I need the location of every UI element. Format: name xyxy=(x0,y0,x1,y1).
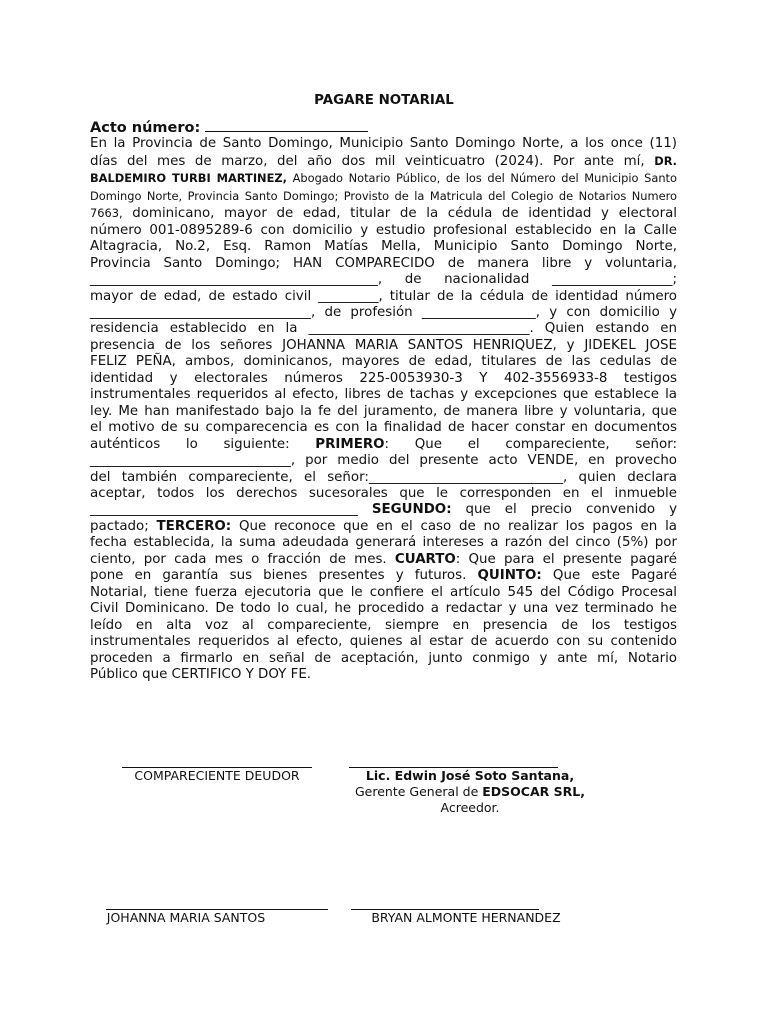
body-line xyxy=(90,470,677,486)
body-line-segment: En la Provincia de Santo Domingo, Municipio Santo Domingo Norte, a los once (11) xyxy=(90,136,677,152)
document-title: PAGARE NOTARIAL xyxy=(314,93,454,108)
body-line xyxy=(90,354,677,370)
body-line xyxy=(90,153,677,170)
body-line-segment: _________________________________, de profesión _________________, y con domicilio y xyxy=(90,304,677,320)
body-line-segment: dominicano, mayor de edad, titular de la cédula de identidad y electoral xyxy=(122,206,677,222)
body-line xyxy=(90,568,677,584)
body-line-segment: : Que el compareciente, señor: xyxy=(384,436,677,452)
deudor-label: COMPARECIENTE DEUDOR xyxy=(134,768,300,783)
acreedor-block xyxy=(320,768,620,816)
body-line xyxy=(90,289,677,305)
body-line xyxy=(90,223,677,239)
body-line-segment: ___________________________________________, de nacionalidad __________________; xyxy=(90,272,677,288)
body-line xyxy=(90,453,677,469)
body-line xyxy=(90,338,677,354)
body-line-segment: 7663, xyxy=(90,206,123,221)
document-body xyxy=(90,120,677,683)
body-line-segment: días del mes de marzo, del año dos mil veinticuatro (2024). Por ante mí, xyxy=(90,153,655,169)
body-line-segment: el motivo de su comparecencia es con la finalidad de hacer constar en documentos xyxy=(90,420,677,436)
body-line-segment: número 001-0895289-6 con domicilio y estudio profesional establecido en la Calle xyxy=(90,222,677,238)
acreedor-name: Lic. Edwin José Soto Santana, xyxy=(365,768,575,783)
body-line xyxy=(90,188,677,205)
acto-line xyxy=(90,120,677,136)
body-line xyxy=(90,305,677,321)
body-line xyxy=(90,585,677,601)
body-line-segment: TERCERO: xyxy=(156,518,232,534)
body-line xyxy=(90,136,677,152)
witness-2-name: BRYAN ALMONTE HERNANDEZ xyxy=(371,910,561,925)
body-line xyxy=(90,321,677,337)
body-line xyxy=(90,667,677,683)
body-line-segment: PRIMERO xyxy=(315,436,385,452)
body-line-segment: SEGUNDO: xyxy=(371,502,452,518)
acreedor-title: Acreedor. xyxy=(440,800,500,815)
body-line-segment: que el precio convenido y xyxy=(451,502,677,518)
body-line-segment: presencia de los señores JOHANNA MARIA SANTOS HENRIQUEZ, y JIDEKEL JOSE xyxy=(90,337,677,353)
body-line-segment: DR. xyxy=(654,153,677,168)
body-line xyxy=(90,272,677,288)
body-line xyxy=(90,256,677,272)
body-line-segment: ______________________________, por medio del presente acto VENDE, en provecho xyxy=(90,453,677,469)
body-line xyxy=(90,239,677,255)
acto-number-blank xyxy=(205,120,368,132)
body-line-segment: fecha establecida, la suma adeudada generará intereses a razón del cinco (5%) por xyxy=(90,535,677,551)
body-line-segment: auténticos lo siguiente: xyxy=(90,436,316,452)
body-line-segment: Civil Dominicano. De todo lo cual, he procedido a redactar y una vez terminado he xyxy=(90,601,677,617)
body-line-segment: Provincia Santo Domingo; HAN COMPARECIDO de manera libre y voluntaria, xyxy=(90,255,677,271)
body-line-segment: ley. Me han manifestado bajo la fe del juramento, de manera libre y voluntaria, que xyxy=(90,403,677,419)
main-paragraph xyxy=(90,136,677,683)
body-line xyxy=(90,170,677,187)
body-line xyxy=(90,519,677,535)
body-line-segment: aceptar, todos los derechos sucesorales que le corresponden en el inmueble xyxy=(90,485,677,501)
body-line-segment: pone en garantía sus bienes presentes y futuros. xyxy=(90,568,478,584)
body-line-segment: residencia establecido en la _________________________________. Quien estando en xyxy=(90,321,677,337)
body-line-segment: Público que CERTIFICO Y DOY FE. xyxy=(90,666,312,682)
acreedor-company: EDSOCAR SRL, xyxy=(482,784,585,799)
body-line-segment: ciento, por cada mes o fracción de mes. xyxy=(90,551,395,567)
body-line-segment: Que este Pagaré xyxy=(541,568,677,584)
body-line-segment: ________________________________________ xyxy=(90,502,372,518)
body-line-segment: leído en alta voz al compareciente, siempre en presencia de los testigos xyxy=(90,617,677,633)
body-line-segment: instrumentales requeridos al efecto, libres de tachas y excepciones que establece la xyxy=(90,387,677,403)
body-line-segment: Abogado Notario Público, de los del Número del Municipio Santo xyxy=(286,171,677,186)
body-line xyxy=(90,437,677,453)
body-line-segment: Altagracia, No.2, Esq. Ramon Matías Mella, Municipio Santo Domingo Norte, xyxy=(90,239,677,255)
body-line xyxy=(90,535,677,551)
body-line xyxy=(90,502,677,518)
body-line-segment: identidad y electorales números 225-0053930-3 Y 402-3556933-8 testigos xyxy=(90,370,677,386)
body-line xyxy=(90,634,677,650)
body-line-segment: mayor de edad, de estado civil _________, titular de la cédula de identidad número xyxy=(90,288,677,304)
body-line-segment: BALDEMIRO TURBI MARTINEZ, xyxy=(90,171,287,186)
body-line-segment: QUINTO: xyxy=(477,568,542,584)
body-line xyxy=(90,486,677,502)
body-line xyxy=(90,387,677,403)
body-line-segment: instrumentales requeridos al efecto, quienes al estar de acuerdo con su contenido xyxy=(90,634,677,650)
body-line xyxy=(90,552,677,568)
body-line-segment: : Que para el presente pagaré xyxy=(455,551,677,567)
body-line xyxy=(90,205,677,222)
acto-label: Acto número: xyxy=(90,120,201,136)
body-line-segment: FELIZ PEÑA, ambos, dominicanos, mayores de edad, titulares de las cedulas de xyxy=(90,354,677,370)
body-line xyxy=(90,601,677,617)
acreedor-role: Gerente General de xyxy=(355,784,483,799)
body-line xyxy=(90,651,677,667)
body-line xyxy=(90,404,677,420)
witness-1-name: JOHANNA MARIA SANTOS xyxy=(106,910,266,925)
body-line xyxy=(90,371,677,387)
body-line-segment: Notarial, tiene fuerza ejecutoria que le confiere el artículo 545 del Código Procesal xyxy=(90,584,677,600)
body-line-segment: CUARTO xyxy=(394,551,456,567)
body-line-segment: proceden a firmarlo en señal de aceptación, junto conmigo y ante mí, Notario xyxy=(90,650,677,666)
body-line xyxy=(90,618,677,634)
body-line-segment: del también compareciente, el señor:_____________________________, quien declara xyxy=(90,469,677,485)
body-line-segment: Que reconoce que en el caso de no realizar los pagos en la xyxy=(231,518,678,534)
body-line xyxy=(90,420,677,436)
body-line-segment: Domingo Norte, Provincia Santo Domingo; Provisto de la Matricula del Colegio de Notarios Numero xyxy=(90,188,677,203)
body-line-segment: pactado; xyxy=(90,518,157,534)
